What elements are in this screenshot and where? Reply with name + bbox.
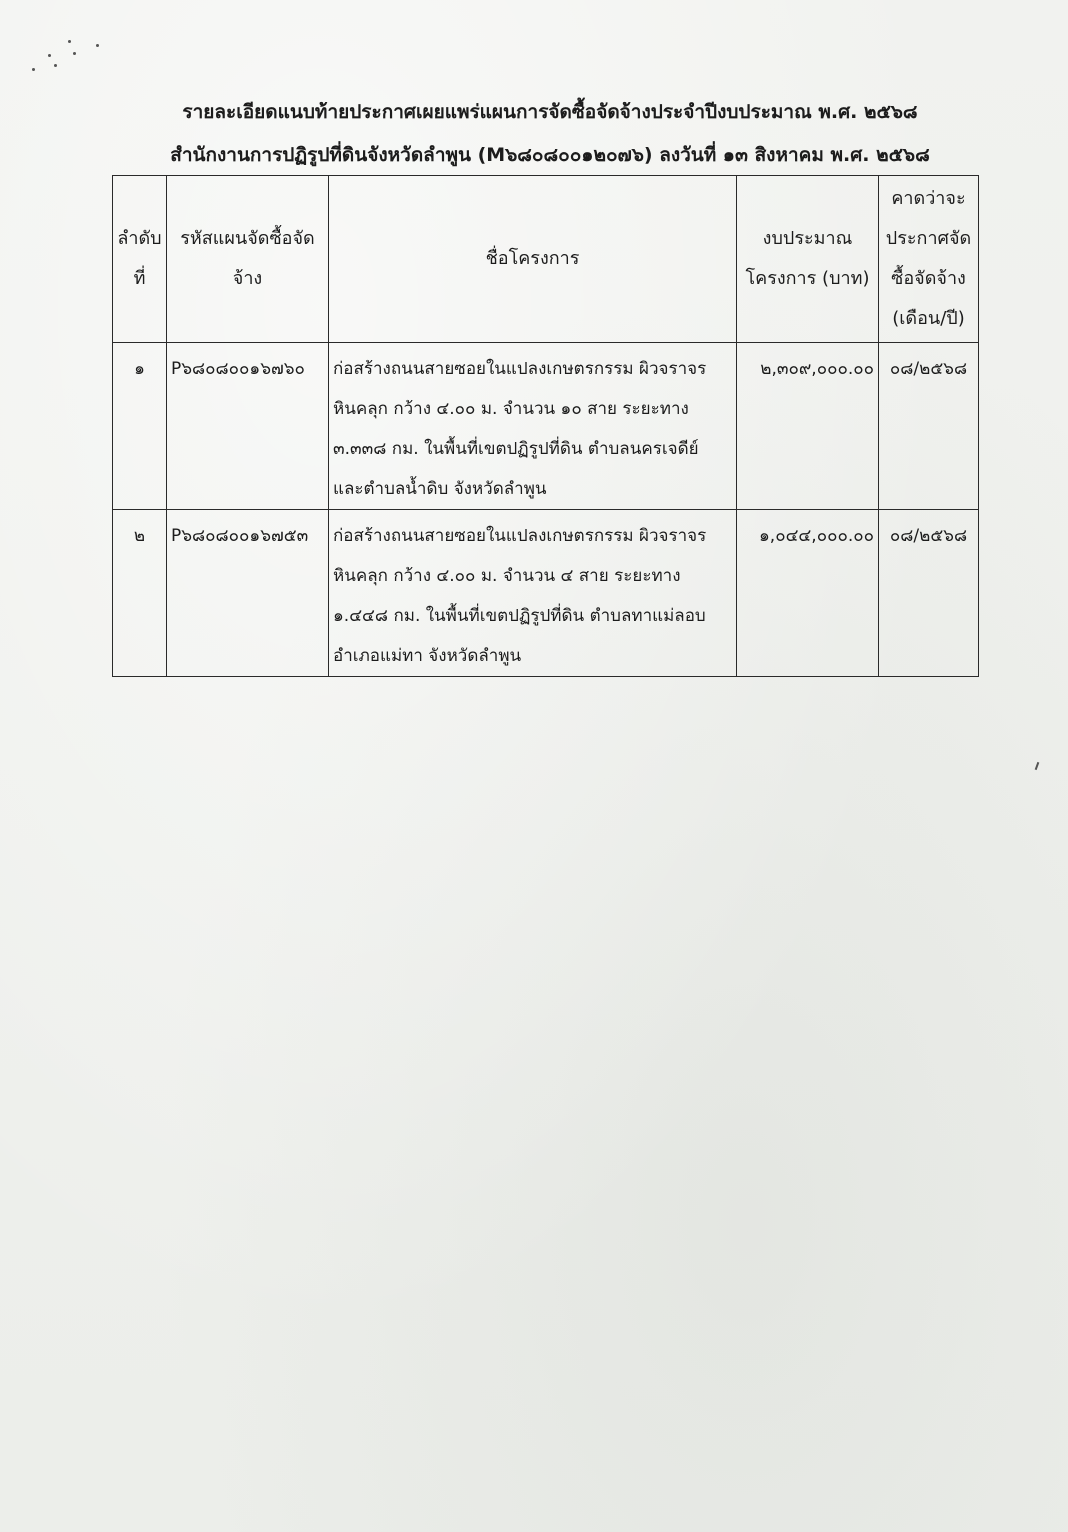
stray-ink-mark bbox=[1035, 762, 1040, 770]
project-name-line: หินคลุก กว้าง ๔.๐๐ ม. จำนวน ๑๐ สาย ระยะทาง bbox=[333, 399, 689, 419]
document-title: รายละเอียดแนบท้ายประกาศเผยแพร่แผนการจัดซื้อจัดจ้างประจำปีงบประมาณ พ.ศ. ๒๕๖๘ bbox=[182, 101, 918, 123]
table-header-row bbox=[113, 176, 979, 343]
cell-budget: ๑,๐๔๔,๐๐๐.๐๐ bbox=[737, 510, 879, 677]
cell-project-name bbox=[329, 343, 737, 510]
header-plan-code: รหัสแผนจัดซื้อจัดจ้าง bbox=[167, 176, 329, 343]
ink-specks bbox=[28, 38, 108, 78]
ink-speck bbox=[68, 40, 71, 43]
project-name-line: ก่อสร้างถนนสายซอยในแปลงเกษตรกรรม ผิวจราจร bbox=[333, 359, 707, 379]
project-name-line: และตำบลน้ำดิบ จังหวัดลำพูน bbox=[333, 479, 547, 499]
table-row bbox=[113, 510, 979, 677]
ink-speck bbox=[73, 52, 76, 55]
project-name-line: อำเภอแม่ทา จังหวัดลำพูน bbox=[333, 646, 522, 666]
cell-seq: ๒ bbox=[113, 510, 167, 677]
header-announce-month: คาดว่าจะประกาศจัดซื้อจัดจ้าง (เดือน/ปี) bbox=[879, 176, 979, 343]
project-name-line: ๑.๔๔๘ กม. ในพื้นที่เขตปฏิรูปที่ดิน ตำบลทาแม่ลอบ bbox=[333, 606, 706, 626]
cell-seq: ๑ bbox=[113, 343, 167, 510]
project-name-line: ก่อสร้างถนนสายซอยในแปลงเกษตรกรรม ผิวจราจร bbox=[333, 526, 707, 546]
cell-plan-code: P๖๘๐๘๐๐๑๖๗๖๐ bbox=[167, 343, 329, 510]
cell-announce-month: ๐๘/๒๕๖๘ bbox=[879, 343, 979, 510]
ink-speck bbox=[32, 68, 35, 71]
cell-plan-code: P๖๘๐๘๐๐๑๖๗๕๓ bbox=[167, 510, 329, 677]
header-budget: งบประมาณโครงการ (บาท) bbox=[737, 176, 879, 343]
ink-speck bbox=[96, 44, 99, 47]
header-seq: ลำดับที่ bbox=[113, 176, 167, 343]
document-subtitle: สำนักงานการปฏิรูปที่ดินจังหวัดลำพูน (M๖๘๐๘๐๐๑๒๐๗๖) ลงวันที่ ๑๓ สิงหาคม พ.ศ. ๒๕๖๘ bbox=[170, 144, 930, 166]
cell-project-name bbox=[329, 510, 737, 677]
cell-announce-month: ๐๘/๒๕๖๘ bbox=[879, 510, 979, 677]
header-project-name: ชื่อโครงการ bbox=[329, 176, 737, 343]
project-name-line: หินคลุก กว้าง ๔.๐๐ ม. จำนวน ๔ สาย ระยะทาง bbox=[333, 566, 681, 586]
ink-speck bbox=[54, 64, 57, 67]
ink-speck bbox=[48, 54, 51, 57]
project-name-line: ๓.๓๓๘ กม. ในพื้นที่เขตปฏิรูปที่ดิน ตำบลนครเจดีย์ bbox=[333, 439, 699, 459]
cell-budget: ๒,๓๐๙,๐๐๐.๐๐ bbox=[737, 343, 879, 510]
procurement-plan-table bbox=[112, 175, 979, 677]
table-row bbox=[113, 343, 979, 510]
